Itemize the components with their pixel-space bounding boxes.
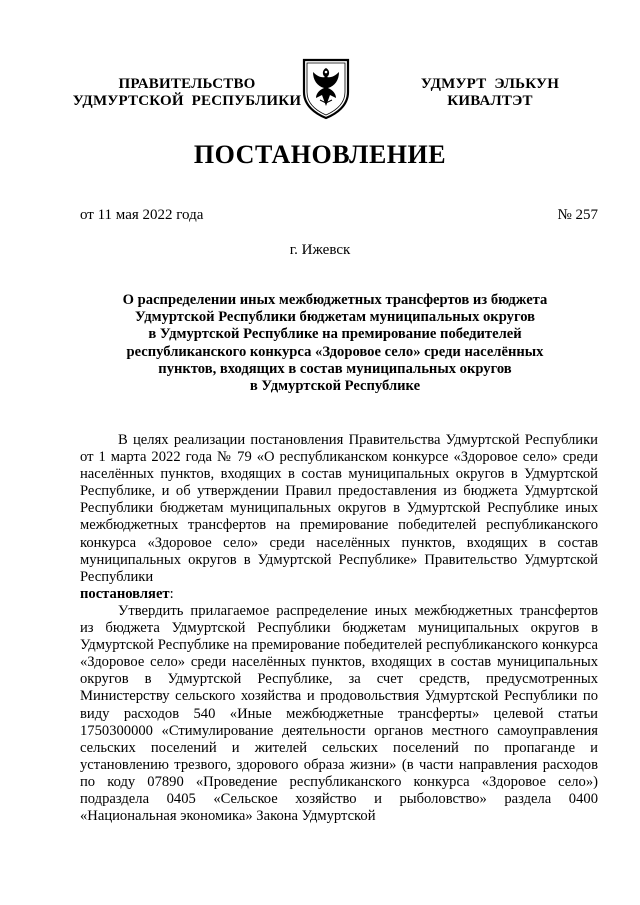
title-line: О распределении иных межбюджетных трансфертов из бюджета — [122, 292, 548, 308]
issuer-udmurt-line-1: УДМУРТ ЭЛЬКУН — [420, 76, 560, 92]
title-line: в Удмуртской Республике — [249, 378, 421, 395]
resolves-word: постановляет — [80, 585, 170, 602]
document-number: № 257 — [557, 207, 598, 223]
title-line: пунктов, входящих в состав муниципальных округов — [158, 360, 512, 377]
title-line: республиканского конкурса «Здоровое село» среди населённых — [126, 343, 544, 360]
title-line: в Удмуртской Республике на премирование победителей — [148, 326, 522, 343]
preamble-paragraph: В целях реализации постановления Правительства Удмуртской Республики от 1 марта 2022 года № 79 «О республиканском конкурсе «Здоровое село» среди населённых пунктов, входящих в состав муниципальных округов в Удмуртской Республике, и об утверждении Правил предоставления из бюджета Удмуртской Республики бюджетам муниципальных округов в Удмуртской Республике иных межбюджетных трансфертов на премирование победителей республиканского конкурса «Здоровое село» среди населённых пунктов, входящих в состав муниципальных округов в Удмуртской Республике» Правительство Удмуртской Республики — [80, 432, 598, 585]
document-city: г. Ижевск — [289, 242, 351, 258]
udmurtia-coat-of-arms-icon — [300, 56, 352, 120]
issuer-line-2: УДМУРТСКОЙ РЕСПУБЛИКИ — [72, 93, 302, 109]
resolution-paragraph: Утвердить прилагаемое распределение иных межбюджетных трансфертов из бюджета Удмуртской Республики бюджетам муниципальных округов в Удмуртской Республике на премирование победителей республиканского конкурса «Здоровое село» среди населённых пунктов, входящих в состав муниципальных округов в Удмуртской Республике, за счет средств, предусмотренных Министерству сельского хозяйства и продовольствия Удмуртской Республики по виду расходов 540 «Иные межбюджетные трансферты» целевой статьи 1750300000 «Стимулирование деятельности органов местного самоуправления сельских поселений и жителей сельских поселений по пропаганде и установлению трезвого, здорового образа жизни» (в части направления расходов по коду 07890 «Проведение республиканского конкурса «Здоровое село») подраздела 0405 «Сельское хозяйство и рыболовство» раздела 0400 «Национальная экономика» Закона Удмуртской — [80, 602, 598, 825]
title-line: Удмуртской Республики бюджетам муниципальных округов — [134, 309, 536, 326]
resolves-colon: : — [169, 585, 174, 602]
document-type: ПОСТАНОВЛЕНИЕ — [193, 140, 447, 169]
issuer-line-1: ПРАВИТЕЛЬСТВО — [118, 76, 256, 92]
issuer-name-russian — [62, 76, 312, 110]
document-body — [80, 432, 598, 825]
resolves-clause — [80, 586, 598, 603]
issuer-udmurt-line-2: КИВАЛТЭТ — [447, 93, 533, 109]
document-title — [100, 292, 570, 395]
issuer-name-udmurt — [390, 76, 590, 110]
document-date: от 11 мая 2022 года — [80, 207, 204, 223]
